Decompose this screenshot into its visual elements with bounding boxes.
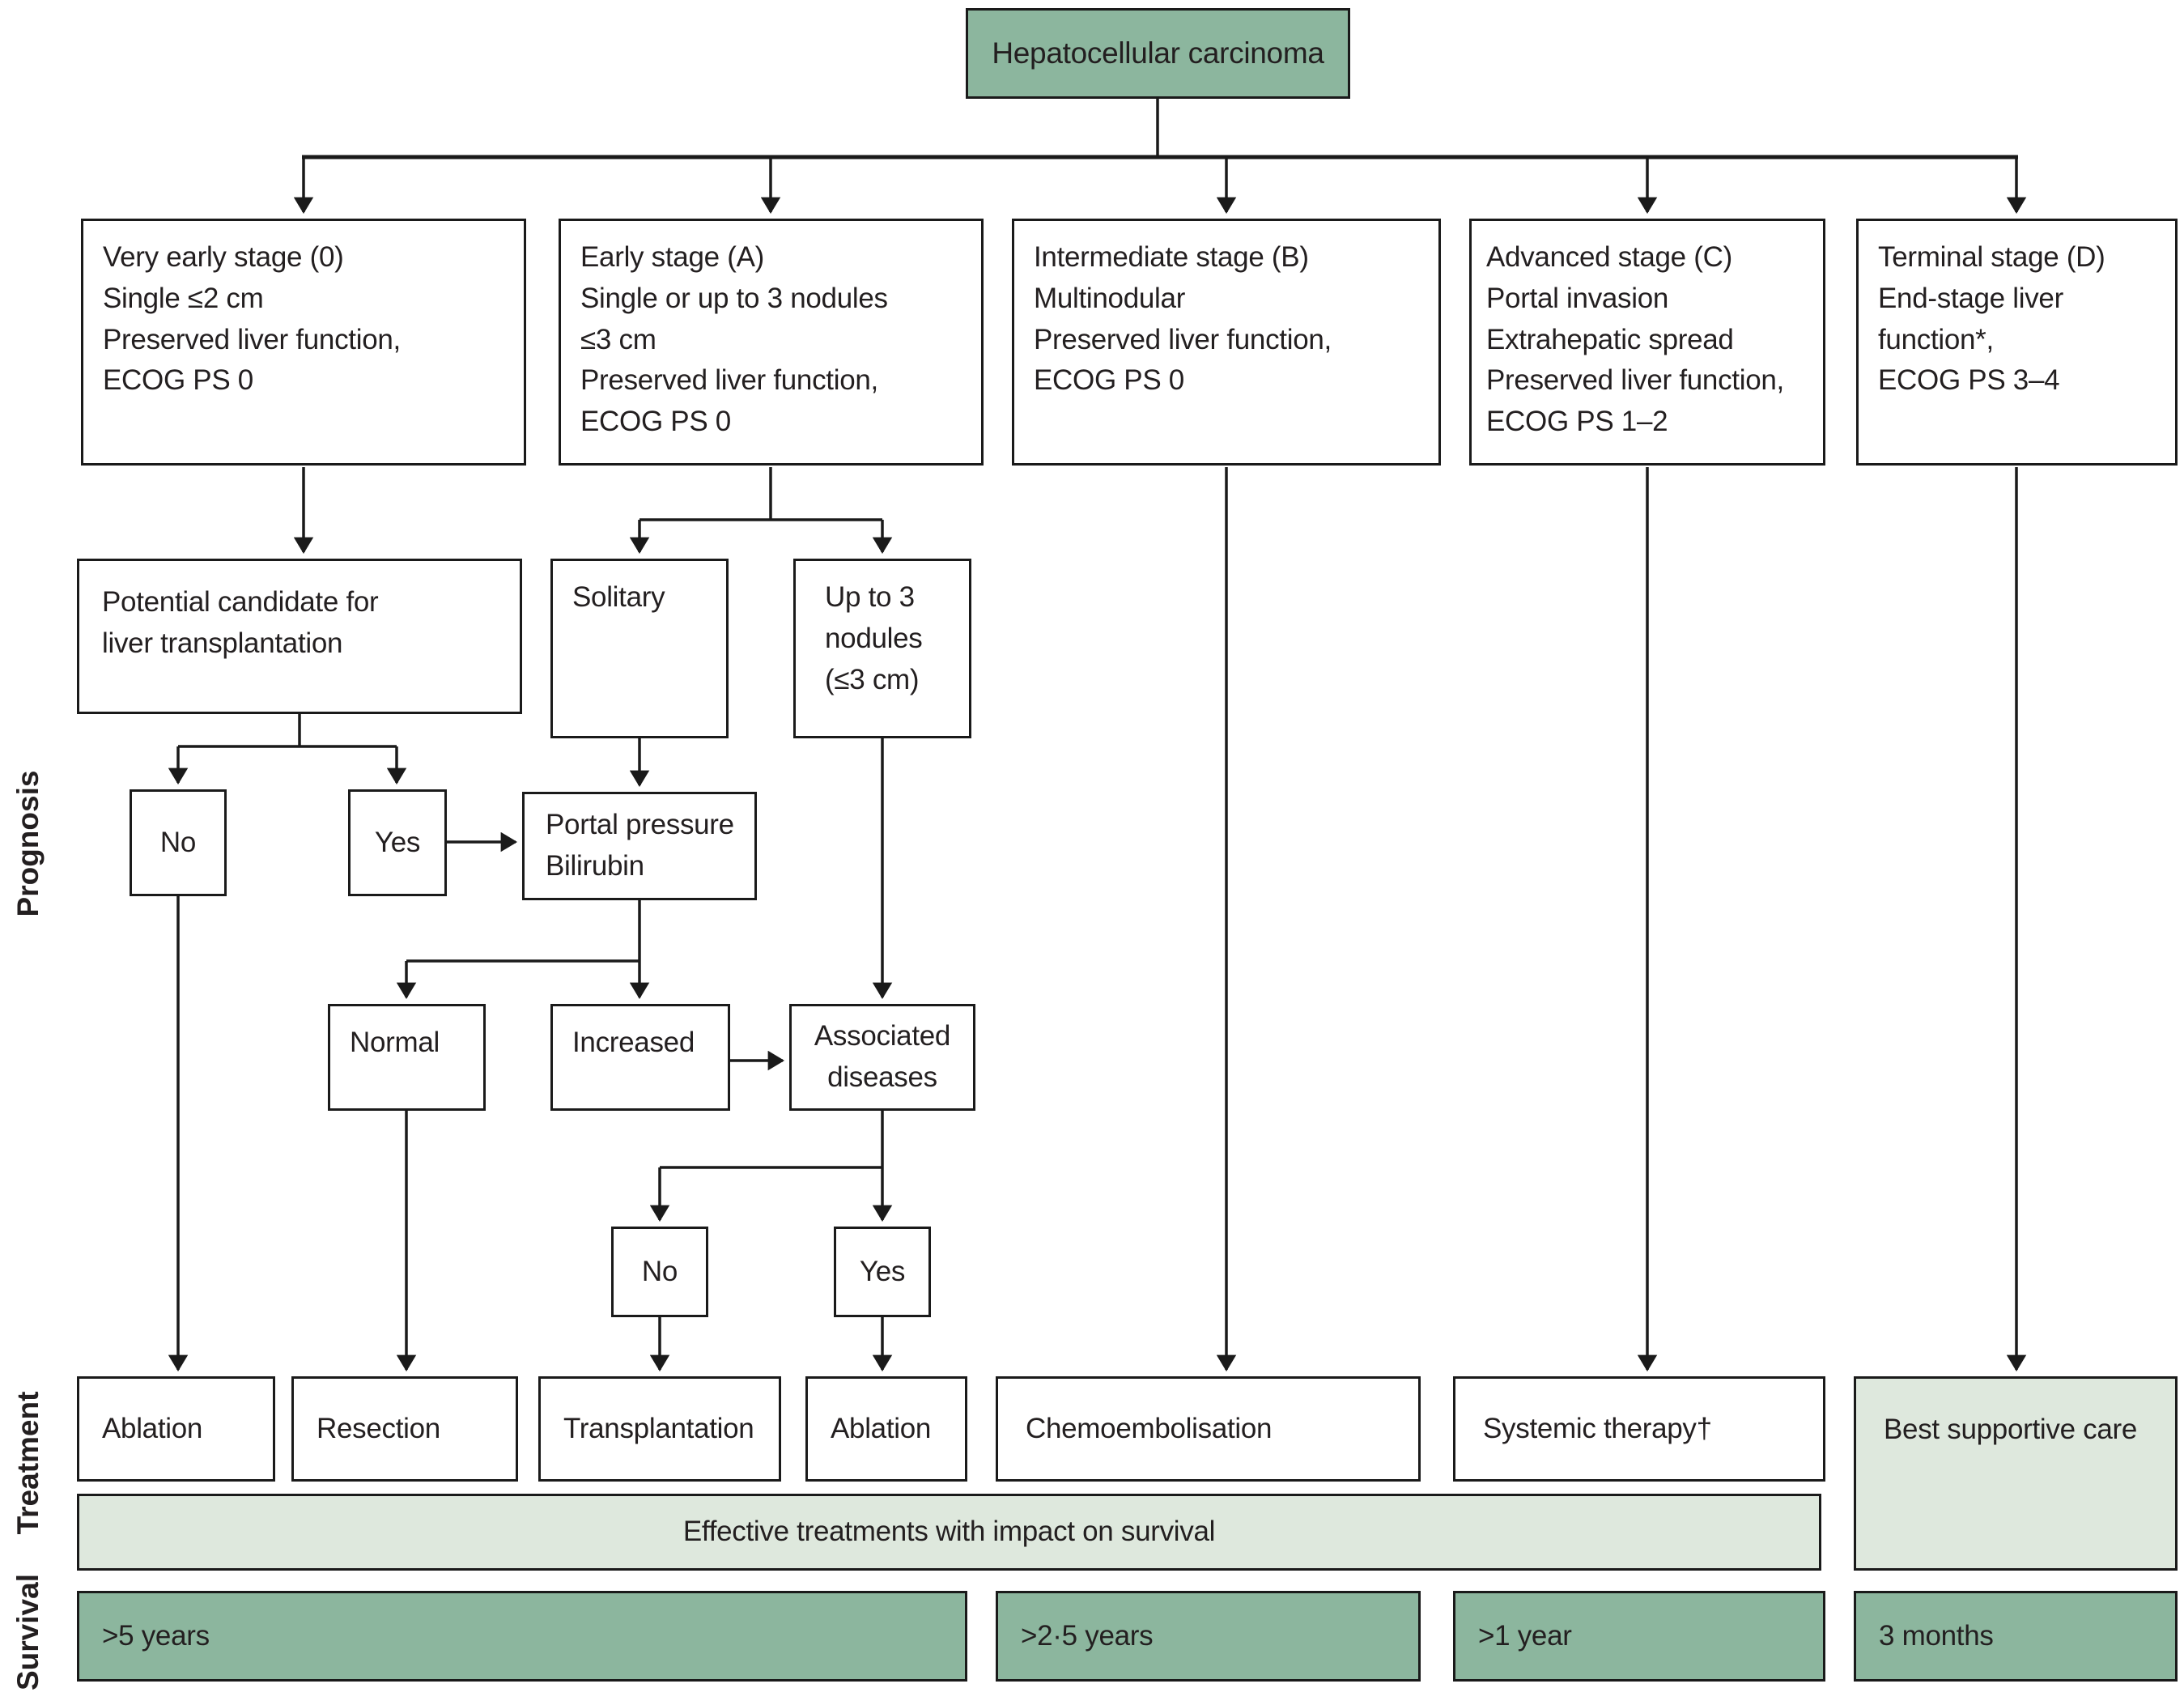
decision-box-solitary: Solitary (550, 559, 729, 738)
banner-effective-treatments: Effective treatments with impact on survival (77, 1494, 1821, 1571)
stage-box-very-early: Very early stage (0) Single ≤2 cm Preserved liver function, ECOG PS 0 (81, 219, 526, 466)
decision-box-up-to-3-nodules: Up to 3 nodules (≤3 cm) (793, 559, 971, 738)
survival-bar-gt2-5-years: >2·5 years (996, 1591, 1421, 1682)
stage-box-intermediate: Intermediate stage (B) Multinodular Preserved liver function, ECOG PS 0 (1012, 219, 1441, 466)
decision-box-yes-1: Yes (348, 789, 447, 896)
survival-bar-3-months: 3 months (1854, 1591, 2178, 1682)
node-hepatocellular-carcinoma: Hepatocellular carcinoma (966, 8, 1350, 99)
side-label-survival: Survival (11, 1574, 45, 1690)
treatment-box-transplantation: Transplantation (538, 1376, 781, 1482)
treatment-box-systemic-therapy: Systemic therapy† (1453, 1376, 1825, 1482)
treatment-box-chemoembolisation: Chemoembolisation (996, 1376, 1421, 1482)
treatment-box-best-supportive-care: Best supportive care (1854, 1376, 2178, 1571)
stage-box-early: Early stage (A) Single or up to 3 nodules ≤3 cm Preserved liver function, ECOG PS 0 (559, 219, 984, 466)
decision-box-no-1: No (130, 789, 227, 896)
decision-box-no-2: No (611, 1227, 708, 1317)
decision-box-normal: Normal (328, 1004, 486, 1111)
treatment-box-ablation-2: Ablation (805, 1376, 967, 1482)
side-label-treatment: Treatment (11, 1391, 45, 1535)
stage-box-terminal: Terminal stage (D) End-stage liver function*, ECOG PS 3–4 (1856, 219, 2178, 466)
stage-box-advanced: Advanced stage (C) Portal invasion Extrahepatic spread Preserved liver function, ECOG PS 1–2 (1469, 219, 1825, 466)
decision-box-associated-diseases: Associated diseases (789, 1004, 975, 1111)
side-label-prognosis: Prognosis (11, 770, 45, 917)
decision-box-transplant-candidate: Potential candidate for liver transplantation (77, 559, 522, 714)
treatment-box-resection: Resection (291, 1376, 518, 1482)
decision-box-portal-pressure: Portal pressure Bilirubin (522, 792, 757, 900)
decision-box-yes-2: Yes (834, 1227, 931, 1317)
decision-box-increased: Increased (550, 1004, 730, 1111)
treatment-box-ablation-1: Ablation (77, 1376, 275, 1482)
survival-bar-gt5-years: >5 years (77, 1591, 967, 1682)
survival-bar-gt1-year: >1 year (1453, 1591, 1825, 1682)
